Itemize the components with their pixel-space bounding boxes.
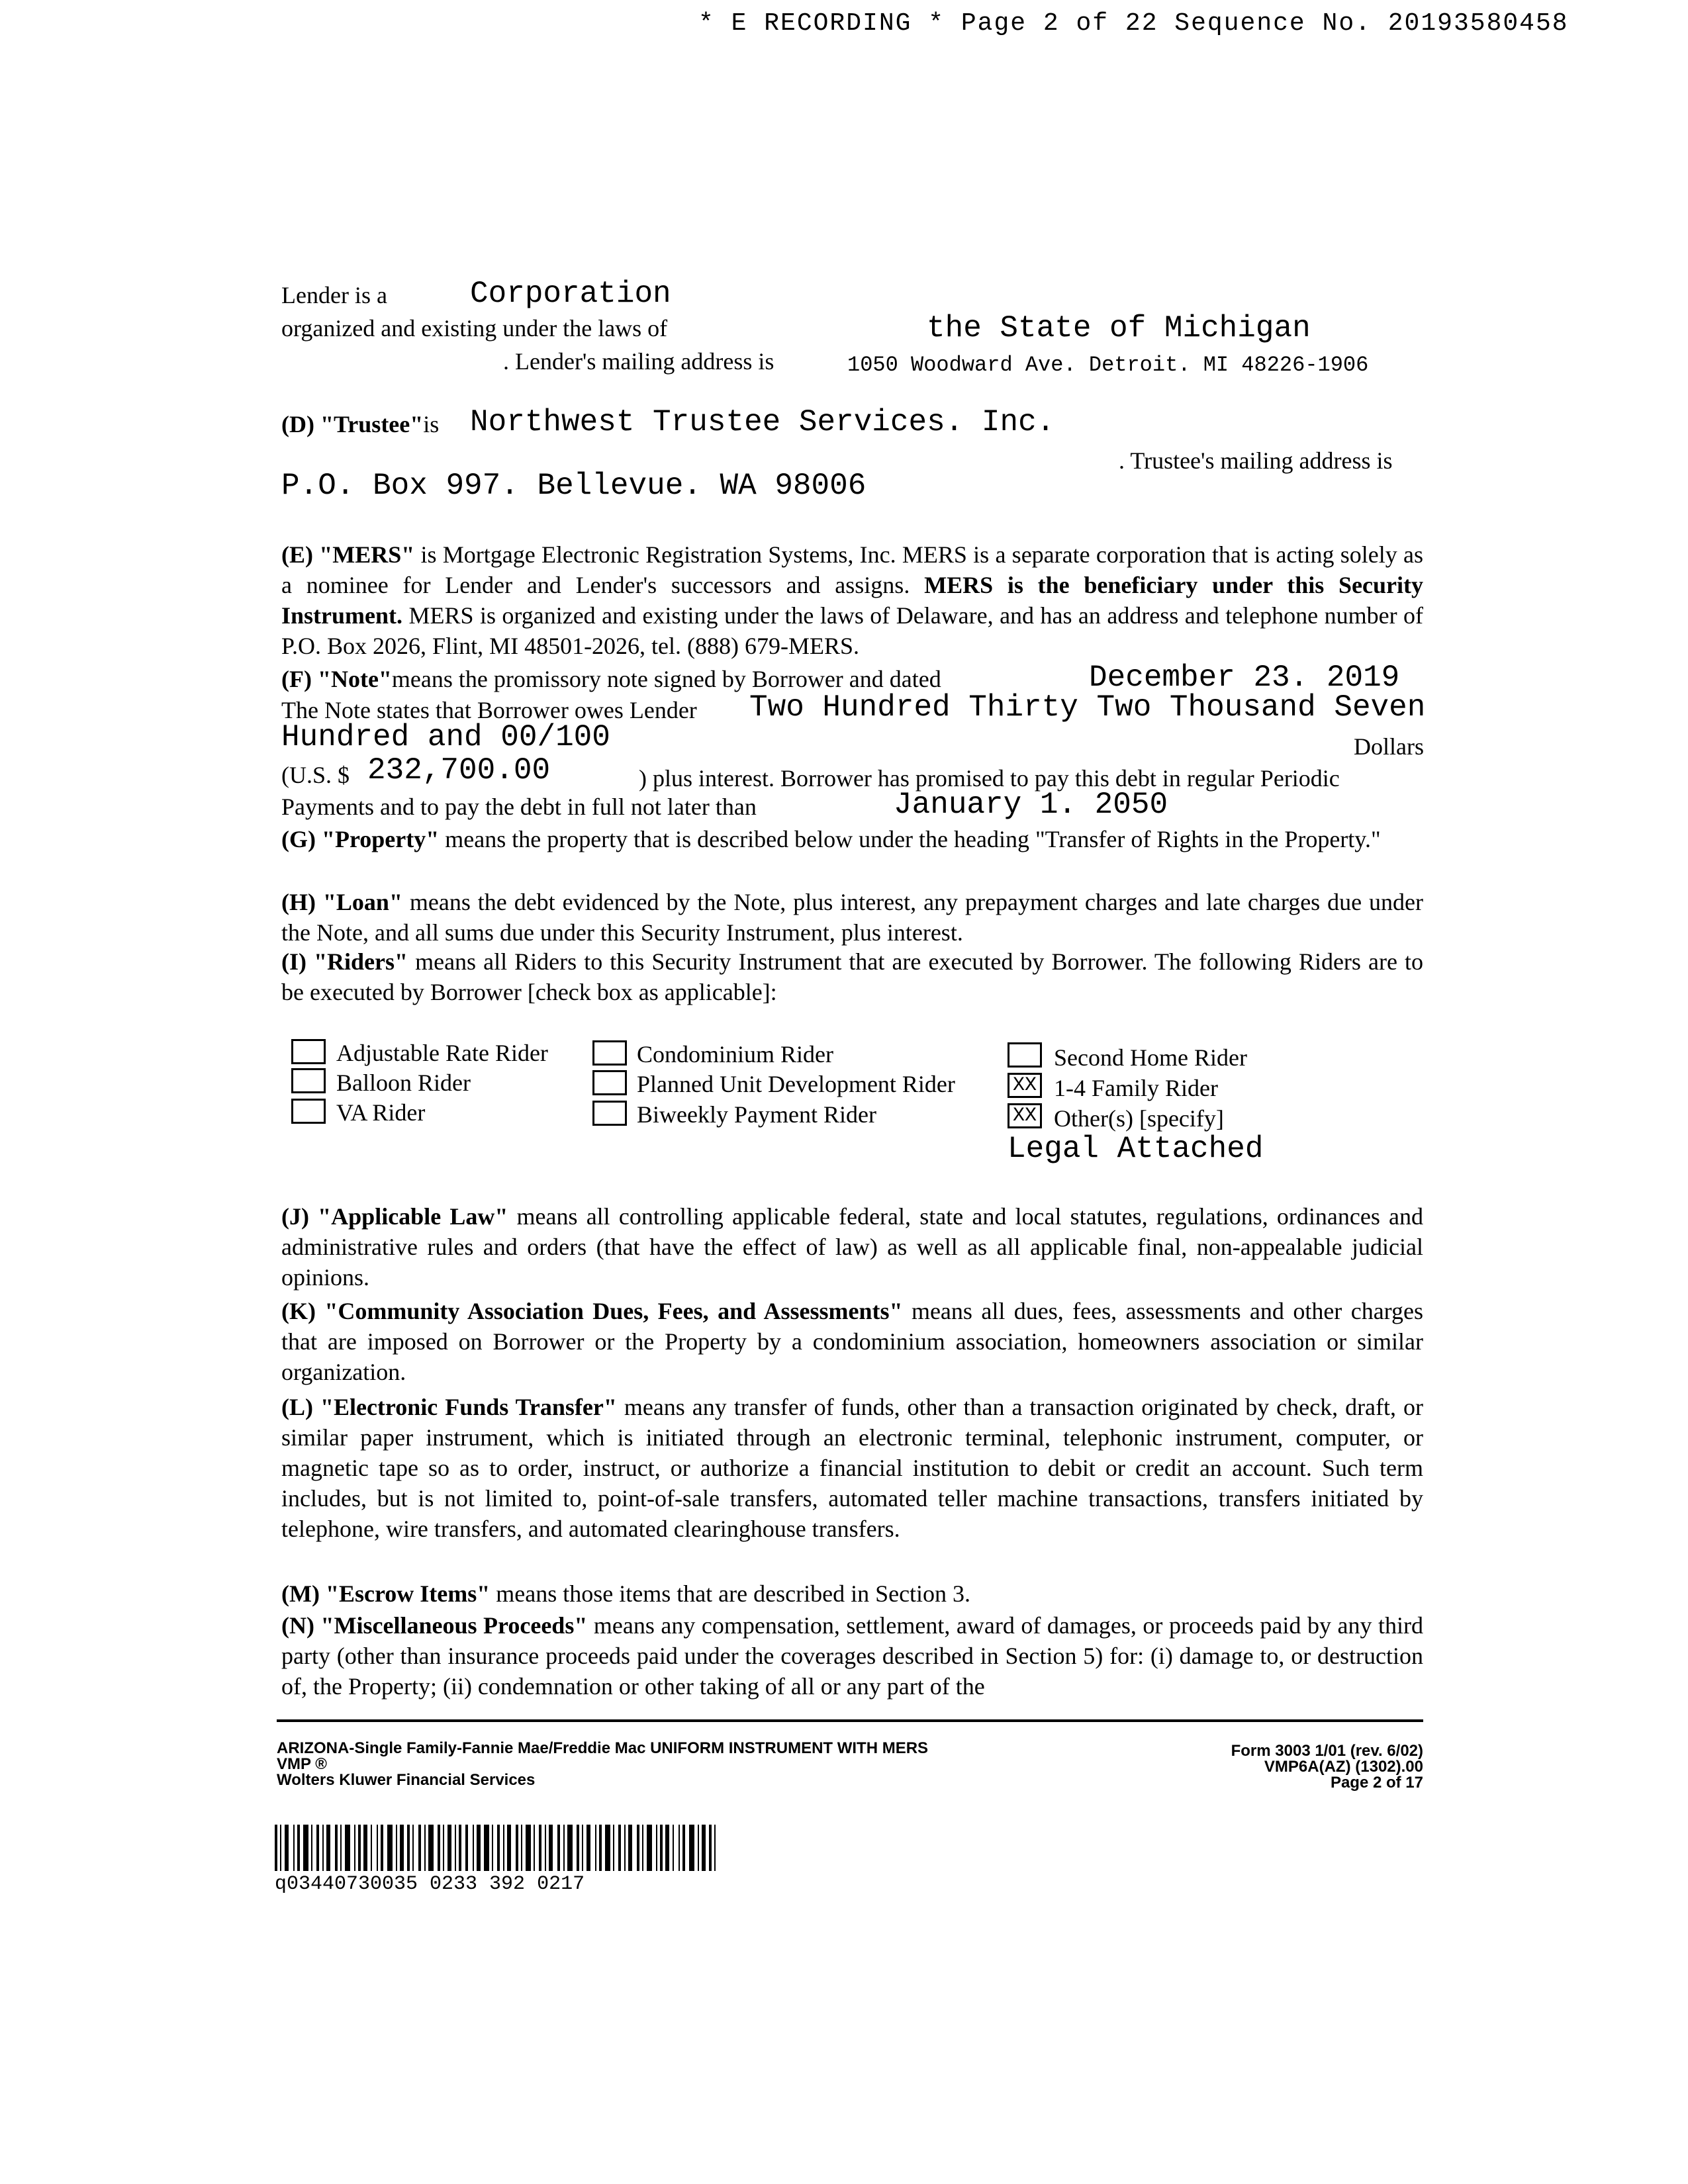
barcode-bar	[545, 1825, 546, 1871]
barcode-bar	[428, 1825, 434, 1871]
lender-address: 1050 Woodward Ave. Detroit. MI 48226-1906	[847, 353, 1369, 377]
barcode-bar	[303, 1825, 308, 1871]
label-balloon-rider: Balloon Rider	[336, 1069, 471, 1096]
barcode-bar	[698, 1825, 699, 1871]
trustee-letter: (D)	[281, 411, 314, 437]
barcode-bar	[316, 1825, 319, 1871]
definition-loan	[281, 887, 1423, 948]
barcode-bar	[624, 1825, 626, 1871]
mers-text1: is Mortgage Electronic Registration Systems, Inc. MERS is a separate corporation that is acting solely as a nominee for Lender and Lender's successors and assigns.	[281, 541, 1424, 598]
def-l-term: "Electronic Funds Transfer"	[320, 1394, 617, 1420]
barcode-bar	[371, 1825, 372, 1871]
definition-property	[281, 824, 1423, 854]
barcode-bar	[682, 1825, 685, 1871]
barcode-bar	[582, 1825, 583, 1871]
note-dollars-label: Dollars	[1354, 733, 1424, 760]
barcode-bar	[438, 1825, 440, 1871]
def-h-text: means the debt evidenced by the Note, plus interest, any prepayment charges and late charges due under the Note, and all sums due under this Security Instrument, plus interest.	[281, 889, 1423, 946]
def-l-letter: (L)	[281, 1394, 313, 1420]
definition-riders	[281, 946, 1423, 1007]
label-va-rider: VA Rider	[336, 1099, 426, 1126]
def-n-letter: (N)	[281, 1612, 314, 1639]
label-condominium-rider: Condominium Rider	[637, 1041, 833, 1068]
label-family-rider: 1-4 Family Rider	[1054, 1075, 1218, 1101]
barcode-bar	[363, 1825, 367, 1871]
trustee-is-label: is	[423, 411, 440, 437]
def-i-term: "Riders"	[314, 948, 408, 975]
checkbox-adjustable-rate-rider[interactable]	[291, 1039, 326, 1064]
mers-term: "MERS"	[319, 541, 415, 568]
checkbox-family-rider[interactable]: XX	[1008, 1073, 1042, 1098]
barcode-bar	[424, 1825, 426, 1871]
def-k-text: means all dues, fees, assessments and other charges that are imposed on Borrower or the Property by a condominium association, homeowners association or similar organization.	[281, 1298, 1423, 1385]
barcode-bar	[335, 1825, 338, 1871]
def-h-term: "Loan"	[322, 889, 402, 915]
barcode-bar	[586, 1825, 590, 1871]
checkbox-va-rider[interactable]	[291, 1099, 326, 1124]
label-second-home-rider: Second Home Rider	[1054, 1044, 1247, 1071]
def-g-term: "Property"	[321, 826, 440, 852]
barcode	[275, 1825, 725, 1871]
note-maturity: January 1. 2050	[894, 788, 1168, 822]
trustee-address-label: . Trustee's mailing address is	[1119, 447, 1393, 474]
definition-electronic-funds-transfer	[281, 1392, 1423, 1544]
recording-header: * E RECORDING * Page 2 of 22 Sequence No. 20193580458	[698, 9, 1569, 38]
definition-applicable-law	[281, 1201, 1423, 1293]
def-g-letter: (G)	[281, 826, 316, 852]
barcode-bar	[563, 1825, 565, 1871]
barcode-bar	[477, 1825, 481, 1871]
barcode-bar	[526, 1825, 531, 1871]
note-interest-text: ) plus interest. Borrower has promised to pay this debt in regular Periodic	[639, 765, 1340, 792]
barcode-bar	[605, 1825, 610, 1871]
note-payments-label: Payments and to pay the debt in full not later than	[281, 794, 757, 820]
checkbox-balloon-rider[interactable]	[291, 1068, 326, 1093]
footer-vmp: VMP ®	[277, 1755, 327, 1773]
footer-form-title: ARIZONA-Single Family-Fannie Mae/Freddie Mac UNIFORM INSTRUMENT WITH MERS	[277, 1739, 929, 1757]
barcode-bar	[407, 1825, 410, 1871]
note-letter: (F)	[281, 666, 312, 692]
barcode-bar	[447, 1825, 451, 1871]
def-j-letter: (J)	[281, 1203, 309, 1230]
label-biweekly-payment-rider: Biweekly Payment Rider	[637, 1101, 876, 1128]
note-owes-label: The Note states that Borrower owes Lender	[281, 697, 697, 723]
trustee-address: P.O. Box 997. Bellevue. WA 98006	[281, 469, 867, 503]
checkbox-pud-rider[interactable]	[592, 1070, 627, 1095]
barcode-bar	[714, 1825, 716, 1871]
lender-state: the State of Michigan	[927, 311, 1311, 345]
def-j-term: "Applicable Law"	[318, 1203, 508, 1230]
barcode-bar	[534, 1825, 535, 1871]
footer-page-number: Page 2 of 17	[1330, 1774, 1423, 1792]
barcode-bar	[396, 1825, 397, 1871]
lender-is-label: Lender is a	[281, 282, 387, 308]
barcode-bar	[326, 1825, 330, 1871]
barcode-bar	[702, 1825, 706, 1871]
checkbox-second-home-rider[interactable]	[1008, 1042, 1042, 1068]
checkbox-biweekly-payment-rider[interactable]	[592, 1101, 627, 1126]
barcode-bar	[665, 1825, 669, 1871]
barcode-bar	[557, 1825, 560, 1871]
footer-publisher: Wolters Kluwer Financial Services	[277, 1771, 536, 1789]
barcode-bar	[459, 1825, 461, 1871]
barcode-bar	[689, 1825, 694, 1871]
barcode-bar	[516, 1825, 518, 1871]
barcode-bar	[377, 1825, 378, 1871]
barcode-bar	[412, 1825, 414, 1871]
barcode-text: q03440730035 0233 392 0217	[275, 1873, 585, 1895]
mers-letter: (E)	[281, 541, 313, 568]
barcode-bar	[503, 1825, 504, 1871]
barcode-bar	[497, 1825, 500, 1871]
barcode-bar	[354, 1825, 355, 1871]
footer-divider	[277, 1719, 1423, 1722]
barcode-bar	[443, 1825, 444, 1871]
mers-text2: MERS is organized and existing under the laws of Delaware, and has an address and telephone number of P.O. Box 2026, Flint, MI 48501-2026, tel. (888) 679-MERS.	[281, 602, 1423, 659]
barcode-bar	[455, 1825, 456, 1871]
note-dated-label: means the promissory note signed by Borrower and dated	[391, 666, 941, 692]
barcode-bar	[660, 1825, 663, 1871]
def-m-term: "Escrow Items"	[325, 1580, 491, 1607]
barcode-bar	[549, 1825, 553, 1871]
mers-bold: MERS is the beneficiary under this Security Instrument.	[281, 572, 1423, 629]
barcode-bar	[358, 1825, 361, 1871]
barcode-bar	[473, 1825, 474, 1871]
def-n-text: means any compensation, settlement, award of damages, or proceeds paid by any third party (other than insurance proceeds paid under the coverages described in Section 5) for: (i) damage to, or destruction of, the Property; (ii) condemnation or other taking of all or any part of the	[281, 1612, 1424, 1700]
def-n-term: "Miscellaneous Proceeds"	[320, 1612, 588, 1639]
def-g-text: means the property that is described below under the heading "Transfer of Rights in the Property."	[445, 826, 1381, 852]
definition-mers	[281, 539, 1423, 661]
barcode-bar	[280, 1825, 281, 1871]
barcode-bar	[647, 1825, 652, 1871]
definition-escrow-items	[281, 1578, 1423, 1609]
barcode-bar	[492, 1825, 493, 1871]
note-definition	[281, 665, 941, 693]
definition-miscellaneous-proceeds	[281, 1610, 1423, 1702]
barcode-bar	[521, 1825, 522, 1871]
barcode-bar	[567, 1825, 573, 1871]
barcode-bar	[577, 1825, 579, 1871]
barcode-bar	[293, 1825, 295, 1871]
def-k-term: "Community Association Dues, Fees, and Assessments"	[324, 1298, 903, 1324]
trustee-term: "Trustee"	[320, 411, 424, 437]
note-amount: 232,700.00	[367, 753, 551, 788]
def-h-letter: (H)	[281, 889, 316, 915]
barcode-bar	[599, 1825, 602, 1871]
barcode-bar	[642, 1825, 643, 1871]
def-l-text: means any transfer of funds, other than a transaction originated by check, draft, or similar paper instrument, which is initiated through an electronic terminal, telephonic instrument, computer, or magnetic tape so as to order, instruct, or authorize a financial institution to debit or credit an account. Such term includes, but is not limited to, point-of-sale transfers, automated teller machine transactions, transfers initiated by telephone, wire transfers, and automated clearinghouse transfers.	[281, 1394, 1423, 1542]
barcode-bar	[507, 1825, 511, 1871]
barcode-bar	[613, 1825, 614, 1871]
barcode-bar	[297, 1825, 300, 1871]
definition-community-association	[281, 1296, 1423, 1387]
lender-laws-label: organized and existing under the laws of	[281, 315, 668, 341]
note-date: December 23. 2019	[1089, 660, 1400, 695]
lender-type: Corporation	[470, 277, 671, 311]
barcode-bar	[618, 1825, 621, 1871]
def-m-text: means those items that are described in Section 3.	[496, 1580, 971, 1607]
barcode-bar	[340, 1825, 342, 1871]
barcode-bar	[381, 1825, 383, 1871]
barcode-bar	[484, 1825, 489, 1871]
def-m-letter: (M)	[281, 1580, 320, 1607]
note-us-label: (U.S. $	[281, 762, 350, 788]
def-i-text: means all Riders to this Security Instrument that are executed by Borrower. The following Riders are to be executed by Borrower [check box as applicable]:	[281, 948, 1423, 1005]
note-amount-words-2: Hundred and 00/100	[281, 720, 610, 754]
barcode-bar	[628, 1825, 632, 1871]
barcode-bar	[539, 1825, 541, 1871]
def-i-letter: (I)	[281, 948, 306, 975]
trustee-name: Northwest Trustee Services. Inc.	[470, 405, 1055, 439]
footer-form-number: Form 3003 1/01 (rev. 6/02)	[1231, 1742, 1423, 1760]
barcode-bar	[637, 1825, 639, 1871]
footer-form-code: VMP6A(AZ) (1302).00	[1264, 1758, 1423, 1776]
note-term: "Note"	[317, 666, 392, 692]
barcode-bar	[311, 1825, 312, 1871]
barcode-bar	[465, 1825, 468, 1871]
trustee-definition	[281, 410, 439, 438]
barcode-bar	[345, 1825, 350, 1871]
barcode-bar	[275, 1825, 277, 1871]
label-other-rider: Other(s) [specify]	[1054, 1105, 1224, 1132]
barcode-bar	[656, 1825, 657, 1871]
barcode-bar	[709, 1825, 712, 1871]
label-pud-rider: Planned Unit Development Rider	[637, 1071, 955, 1097]
barcode-bar	[595, 1825, 596, 1871]
def-k-letter: (K)	[281, 1298, 316, 1324]
barcode-bar	[285, 1825, 289, 1871]
barcode-bar	[387, 1825, 393, 1871]
checkbox-condominium-rider[interactable]	[592, 1040, 627, 1066]
barcode-bar	[679, 1825, 680, 1871]
barcode-bar	[322, 1825, 324, 1871]
checkbox-other-rider[interactable]: XX	[1008, 1103, 1042, 1128]
barcode-bar	[673, 1825, 674, 1871]
label-adjustable-rate-rider: Adjustable Rate Rider	[336, 1040, 548, 1066]
note-amount-words-1: Two Hundred Thirty Two Thousand Seven	[749, 690, 1426, 725]
barcode-bar	[400, 1825, 404, 1871]
def-j-text: means all controlling applicable federal, state and local statutes, regulations, ordinances and administrative rules and orders (that have the effect of law) as well as all applicable final, non-appealable judicial opinions.	[281, 1203, 1424, 1291]
other-rider-specify: Legal Attached	[1008, 1132, 1264, 1166]
barcode-bar	[418, 1825, 421, 1871]
lender-address-label: . Lender's mailing address is	[503, 348, 774, 375]
